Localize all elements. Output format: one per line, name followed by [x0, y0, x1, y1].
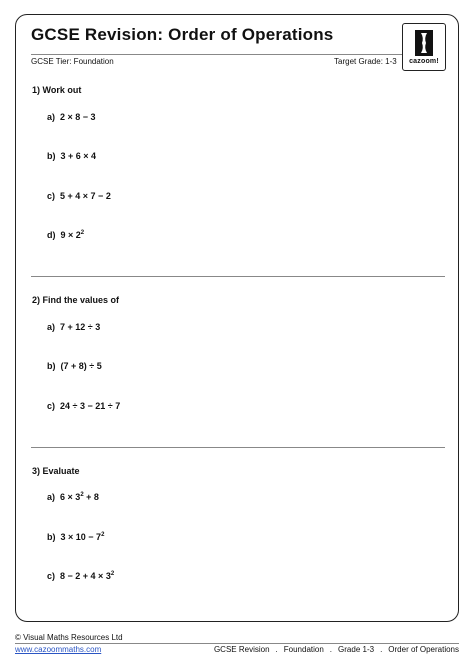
part-label: b) — [47, 151, 56, 161]
expression: 3 + 6 × 4 — [60, 151, 97, 161]
exponent: 2 — [80, 492, 84, 498]
logo-text: cazoom! — [409, 58, 439, 65]
expression: 5 + 4 × 7 − 2 — [60, 191, 111, 201]
tier-label: GCSE Tier: Foundation — [31, 57, 114, 66]
header-divider — [31, 54, 405, 55]
logo-mark-icon — [415, 30, 433, 56]
footer-separator: . — [275, 645, 278, 654]
part-label: c) — [47, 401, 56, 411]
section-divider — [31, 447, 445, 448]
page-frame — [15, 14, 459, 622]
expression: 3 × 10 − 7 — [60, 532, 102, 542]
section-divider — [31, 276, 445, 277]
copyright-text: © Visual Maths Resources Ltd — [15, 633, 123, 642]
question-1c — [47, 191, 111, 201]
website-link[interactable]: www.cazoommaths.com — [15, 645, 102, 654]
target-grade-label: Target Grade: 1-3 — [334, 57, 397, 66]
footer-item-topic: Order of Operations — [388, 645, 459, 654]
expression: 8 − 2 + 4 × 3 — [60, 571, 111, 581]
part-label: a) — [47, 492, 56, 502]
expression: 2 × 8 − 3 — [60, 112, 96, 122]
exponent: 2 — [110, 571, 115, 577]
exponent: 2 — [80, 230, 85, 236]
question-1-heading: 1) Work out — [32, 85, 82, 95]
exponent: 2 — [101, 532, 105, 538]
expression: 7 + 12 ÷ 3 — [60, 322, 101, 332]
expression: (7 + 8) ÷ 5 — [60, 361, 102, 371]
question-1b — [47, 151, 96, 161]
part-label: d) — [47, 230, 56, 240]
expression: 9 × 2 — [60, 230, 81, 240]
question-3-heading: 3) Evaluate — [32, 466, 80, 476]
part-label: c) — [47, 571, 56, 581]
question-1d — [47, 230, 84, 240]
expression: 24 ÷ 3 − 21 ÷ 7 — [60, 401, 121, 411]
question-2a — [47, 322, 100, 332]
part-label: a) — [47, 112, 56, 122]
worksheet-title: GCSE Revision: Order of Operations — [31, 25, 334, 44]
footer-item-subject: GCSE Revision — [213, 645, 270, 654]
part-label: b) — [47, 361, 56, 371]
question-3b — [47, 532, 104, 542]
question-3c — [47, 571, 114, 581]
footer-item-tier: Foundation — [283, 645, 324, 654]
expression: 6 × 3 — [60, 492, 81, 502]
footer-breadcrumb — [214, 645, 459, 654]
question-2b — [47, 361, 102, 371]
footer-separator: . — [380, 645, 383, 654]
cazoom-logo — [402, 23, 446, 71]
part-label: c) — [47, 191, 56, 201]
question-1a — [47, 112, 96, 122]
question-2-heading: 2) Find the values of — [32, 295, 120, 305]
footer-divider — [15, 643, 459, 644]
expression-tail: + 8 — [83, 492, 99, 502]
question-2c — [47, 401, 120, 411]
question-3a — [47, 492, 99, 502]
part-label: b) — [47, 532, 56, 542]
footer-item-grade: Grade 1-3 — [338, 645, 375, 654]
footer-separator: . — [329, 645, 333, 654]
part-label: a) — [47, 322, 56, 332]
